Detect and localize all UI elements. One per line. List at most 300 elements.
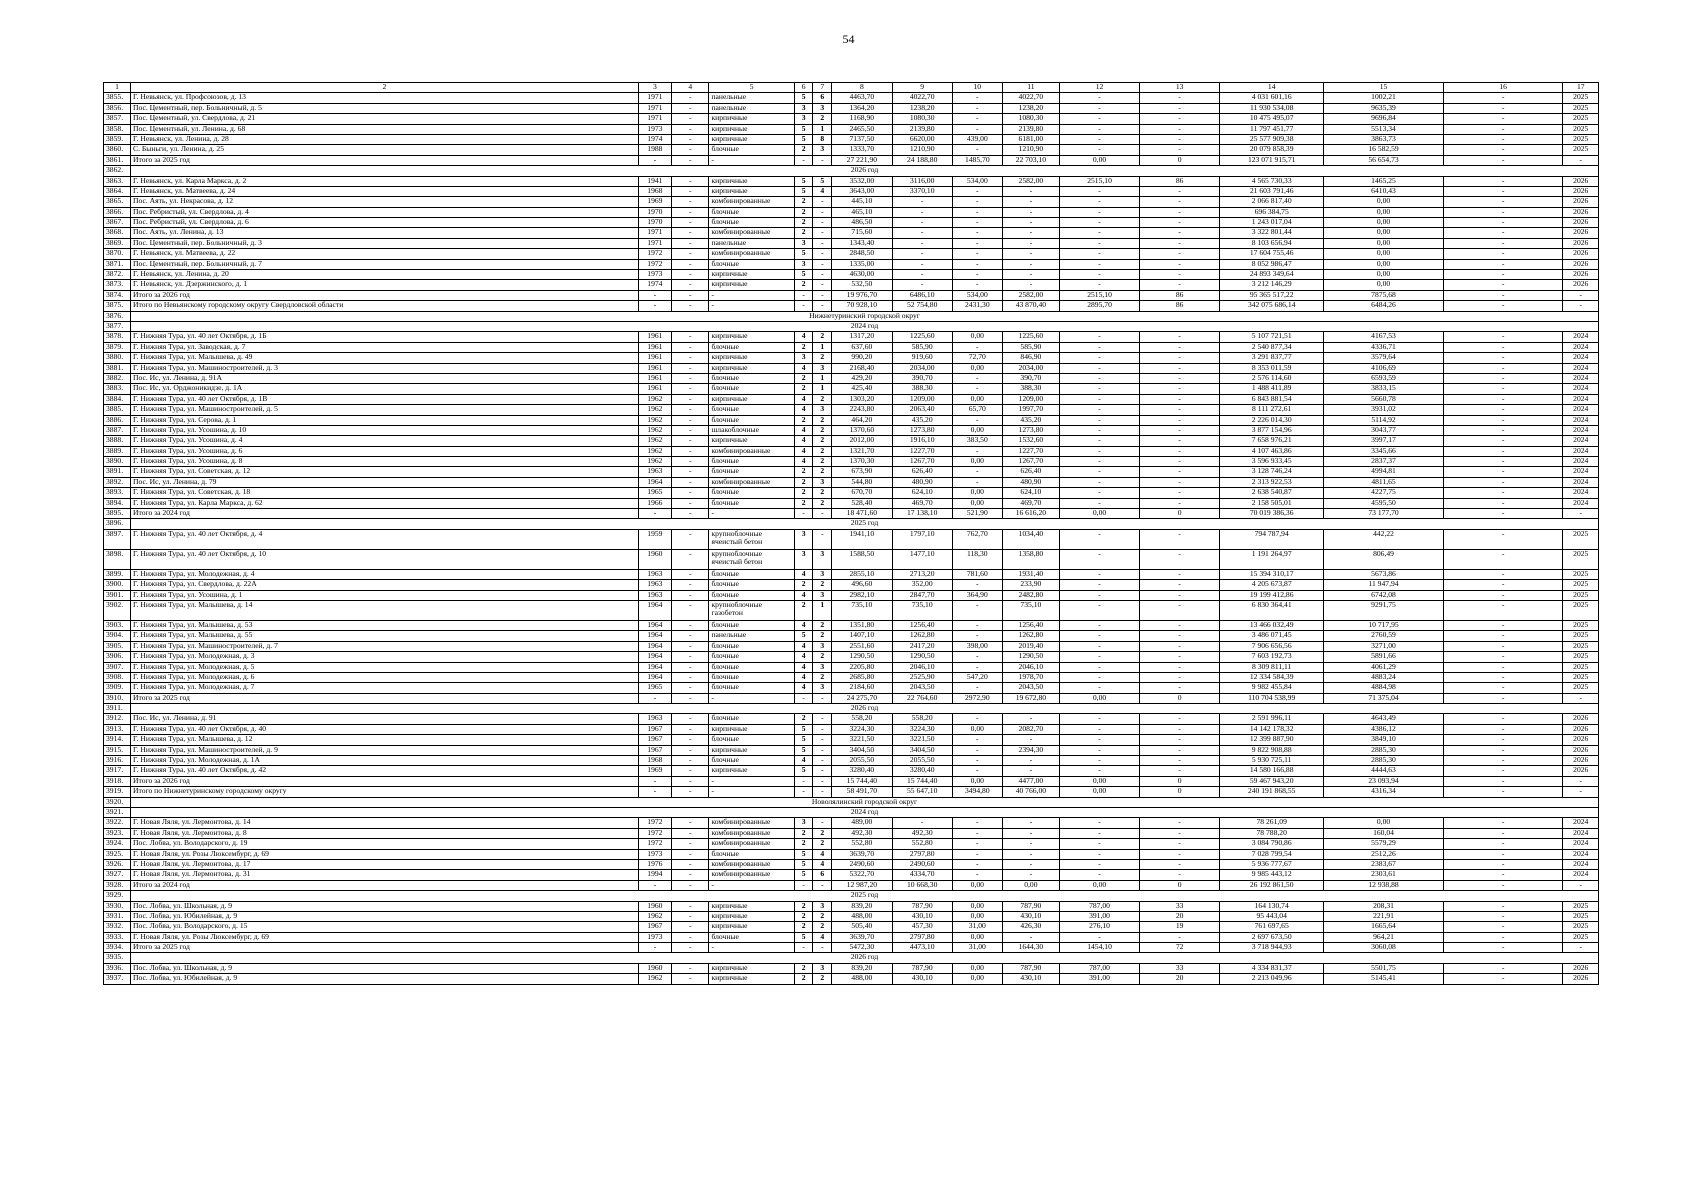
data-cell: - (1443, 134, 1563, 144)
data-cell: - (1443, 425, 1563, 435)
data-cell: 0,00 (1324, 207, 1444, 217)
data-cell: - (1140, 828, 1220, 838)
data-cell: комбинированные (709, 249, 794, 259)
data-cell: 1225,60 (892, 332, 952, 342)
data-cell: - (1059, 207, 1139, 217)
data-cell: 240 191 868,55 (1220, 787, 1324, 797)
data-cell: 2848,50 (832, 249, 892, 259)
data-cell: 990,20 (832, 353, 892, 363)
data-cell: - (1443, 446, 1563, 456)
data-cell: 469,70 (1002, 498, 1059, 508)
data-cell: комбинированные (709, 839, 794, 849)
data-cell: 6 (813, 93, 832, 103)
data-cell: 2847,70 (892, 590, 952, 600)
data-cell: 8 103 656,94 (1220, 238, 1324, 248)
data-cell: 762,70 (952, 529, 1002, 549)
data-cell: - (1443, 467, 1563, 477)
data-cell: - (672, 384, 709, 394)
data-cell: - (709, 776, 794, 786)
data-cell: - (1563, 693, 1599, 703)
data-cell: 2026 (1563, 228, 1599, 238)
header-row (104, 83, 1599, 93)
data-cell: 3404,50 (832, 745, 892, 755)
data-cell: 6593,59 (1324, 373, 1444, 383)
data-cell: - (952, 870, 1002, 880)
data-cell: 3271,00 (1324, 641, 1444, 651)
data-cell: блочные (709, 384, 794, 394)
table-row (104, 103, 1599, 113)
row-number: 3856. (104, 103, 131, 113)
data-cell: - (952, 238, 1002, 248)
row-number: 3857. (104, 114, 131, 124)
data-cell: 425,40 (832, 384, 892, 394)
data-cell: 0,00 (952, 901, 1002, 911)
data-cell: - (672, 197, 709, 207)
data-cell: 2 (813, 672, 832, 682)
data-cell: 2046,10 (892, 662, 952, 672)
data-cell: - (1443, 197, 1563, 207)
row-number: 3900. (104, 580, 131, 590)
data-cell: - (952, 839, 1002, 849)
data-cell: 8 052 986,47 (1220, 259, 1324, 269)
table-row (104, 394, 1599, 404)
data-cell: 2 697 673,50 (1220, 932, 1324, 942)
data-cell: - (1443, 880, 1563, 890)
data-cell: 465,10 (832, 207, 892, 217)
data-cell: - (1443, 859, 1563, 869)
data-cell: - (1140, 756, 1220, 766)
data-cell: 430,10 (892, 974, 952, 984)
data-cell: - (813, 197, 832, 207)
data-cell: 2 (794, 197, 813, 207)
data-cell: 2 (813, 394, 832, 404)
data-cell: - (1140, 818, 1220, 828)
data-cell: 58 491,70 (832, 787, 892, 797)
data-cell: 496,60 (832, 580, 892, 590)
table-row (104, 590, 1599, 600)
table-row (104, 488, 1599, 498)
data-cell: 2025 (1563, 580, 1599, 590)
table-row (104, 891, 1599, 901)
data-cell: - (1563, 787, 1599, 797)
data-cell: 2024 (1563, 467, 1599, 477)
row-number: 3883. (104, 384, 131, 394)
data-cell: блочные (709, 932, 794, 942)
data-cell: 1969 (638, 197, 671, 207)
data-cell: 1965 (638, 683, 671, 693)
data-cell: - (709, 290, 794, 300)
data-cell: блочные (709, 259, 794, 269)
data-cell: 14 142 178,32 (1220, 724, 1324, 734)
data-cell: 352,00 (892, 580, 952, 590)
data-cell: 4 (813, 932, 832, 942)
table-row (104, 342, 1599, 352)
data-cell: - (1059, 756, 1139, 766)
data-cell: 0 (1140, 776, 1220, 786)
row-number: 3908. (104, 672, 131, 682)
data-cell: - (672, 549, 709, 569)
data-cell: - (1002, 714, 1059, 724)
data-cell: - (1443, 839, 1563, 849)
address-cell: Пос. Ис, ул. Ленина, д. 79 (131, 477, 639, 487)
data-cell: 787,90 (1002, 901, 1059, 911)
data-cell: 26 192 861,50 (1220, 880, 1324, 890)
data-cell: 2024 (1563, 436, 1599, 446)
data-cell: - (1443, 218, 1563, 228)
data-cell: - (952, 620, 1002, 630)
data-cell: 3280,40 (832, 766, 892, 776)
data-cell: - (1140, 394, 1220, 404)
data-cell: - (1140, 529, 1220, 549)
data-cell: - (1059, 103, 1139, 113)
data-cell: - (1140, 373, 1220, 383)
data-cell: - (1140, 218, 1220, 228)
row-number: 3919. (104, 787, 131, 797)
data-cell: - (1002, 828, 1059, 838)
data-cell: 1343,40 (832, 238, 892, 248)
data-cell: 5673,86 (1324, 569, 1444, 579)
data-cell: - (1443, 332, 1563, 342)
data-cell: - (672, 756, 709, 766)
data-cell: - (952, 249, 1002, 259)
data-cell: 806,49 (1324, 549, 1444, 569)
data-cell: 4883,24 (1324, 672, 1444, 682)
data-cell: 2243,80 (832, 405, 892, 415)
data-cell: - (1002, 238, 1059, 248)
data-cell: 3 (794, 259, 813, 269)
data-cell: 2024 (1563, 870, 1599, 880)
data-cell: 3532,00 (832, 176, 892, 186)
data-cell: - (1140, 600, 1220, 620)
data-cell: 787,00 (1059, 901, 1139, 911)
data-cell: - (1443, 176, 1563, 186)
data-cell: 0,00 (952, 932, 1002, 942)
data-cell: - (1140, 631, 1220, 641)
data-cell: - (672, 207, 709, 217)
data-cell: - (952, 124, 1002, 134)
data-cell: 3643,00 (832, 186, 892, 196)
data-cell: 1273,80 (892, 425, 952, 435)
address-cell: Г. Нижняя Тура, ул. Машиностроителей, д. 9 (131, 745, 639, 755)
data-cell: 4477,00 (1002, 776, 1059, 786)
data-cell: 3 718 944,93 (1220, 943, 1324, 953)
address-cell: Пос. Цементный, ул. Свердлова, д. 21 (131, 114, 639, 124)
data-cell: - (1443, 672, 1563, 682)
data-cell: 11 947,94 (1324, 580, 1444, 590)
data-cell: - (1443, 155, 1563, 165)
data-cell: 2025 (1563, 103, 1599, 113)
data-cell: 11 930 534,08 (1220, 103, 1324, 113)
data-cell: - (952, 415, 1002, 425)
data-cell: 2024 (1563, 849, 1599, 859)
data-cell: - (709, 155, 794, 165)
data-cell: - (952, 114, 1002, 124)
address-cell: Г. Нижняя Тура, ул. Карла Маркса, д. 62 (131, 498, 639, 508)
row-number: 3866. (104, 207, 131, 217)
table-row (104, 911, 1599, 921)
data-cell: 2 (813, 332, 832, 342)
data-cell: - (1140, 580, 1220, 590)
data-cell: 6742,08 (1324, 590, 1444, 600)
data-cell: 2012,00 (832, 436, 892, 446)
data-cell: 2026 (1563, 724, 1599, 734)
data-cell: 3 (794, 103, 813, 113)
data-cell: 1080,30 (892, 114, 952, 124)
data-cell: - (1002, 766, 1059, 776)
data-cell: 9696,84 (1324, 114, 1444, 124)
data-cell: 1225,60 (1002, 332, 1059, 342)
table-row (104, 662, 1599, 672)
data-cell: 1961 (638, 363, 671, 373)
data-cell: 390,70 (1002, 373, 1059, 383)
data-cell: 65,70 (952, 405, 1002, 415)
data-cell: - (1059, 249, 1139, 259)
data-cell: 5513,34 (1324, 124, 1444, 134)
data-cell: блочные (709, 652, 794, 662)
row-number: 3902. (104, 600, 131, 620)
row-number: 3880. (104, 353, 131, 363)
data-cell: 2 (813, 828, 832, 838)
data-cell: - (1059, 363, 1139, 373)
data-cell: - (1443, 580, 1563, 590)
data-cell: - (1563, 155, 1599, 165)
data-cell: - (1443, 405, 1563, 415)
data-cell: 1963 (638, 569, 671, 579)
data-cell: 0,00 (1002, 880, 1059, 890)
data-cell: 1960 (638, 549, 671, 569)
data-cell: 95 365 517,22 (1220, 290, 1324, 300)
data-cell: 2 (813, 488, 832, 498)
data-cell: 1968 (638, 756, 671, 766)
data-cell: 4994,81 (1324, 467, 1444, 477)
address-cell: Г. Нижняя Тура, ул. Усошина, д. 10 (131, 425, 639, 435)
data-cell: 1080,30 (1002, 114, 1059, 124)
data-cell: 457,30 (892, 922, 952, 932)
data-cell: - (1443, 228, 1563, 238)
data-cell: 5 (794, 735, 813, 745)
address-cell: Г. Нижняя Тура, ул. Серова, д. 1 (131, 415, 639, 425)
data-cell: 391,00 (1059, 974, 1139, 984)
data-cell: - (672, 529, 709, 549)
table-row (104, 569, 1599, 579)
table-row (104, 745, 1599, 755)
data-cell: 2026 (1563, 249, 1599, 259)
table-row (104, 943, 1599, 953)
data-cell: 846,90 (1002, 353, 1059, 363)
data-cell: - (813, 693, 832, 703)
data-cell: 1962 (638, 405, 671, 415)
data-cell: кирпичные (709, 766, 794, 776)
data-cell: 24 188,80 (892, 155, 952, 165)
data-cell: - (1002, 249, 1059, 259)
data-cell: 1963 (638, 714, 671, 724)
data-cell: 208,31 (1324, 901, 1444, 911)
address-cell: Г. Нижняя Тура, ул. Заводская, д. 7 (131, 342, 639, 352)
data-cell: - (1140, 446, 1220, 456)
data-cell: - (672, 145, 709, 155)
data-cell: - (1443, 415, 1563, 425)
data-cell: 1961 (638, 332, 671, 342)
data-cell: 735,10 (1002, 600, 1059, 620)
data-cell: 3 128 746,24 (1220, 467, 1324, 477)
data-cell: - (1059, 228, 1139, 238)
data-cell: 2024 (1563, 342, 1599, 352)
data-cell: 16 616,20 (1002, 509, 1059, 519)
data-cell: - (1443, 652, 1563, 662)
data-cell: 0,00 (1324, 280, 1444, 290)
data-cell: 2 576 114,60 (1220, 373, 1324, 383)
data-cell: - (813, 301, 832, 311)
data-cell: 2026 (1563, 270, 1599, 280)
data-cell: 4 (794, 569, 813, 579)
data-cell: 0,00 (952, 457, 1002, 467)
data-cell: - (1140, 134, 1220, 144)
data-cell: - (1059, 735, 1139, 745)
data-cell: - (1059, 415, 1139, 425)
data-cell: 4106,69 (1324, 363, 1444, 373)
row-number: 3861. (104, 155, 131, 165)
data-cell: - (672, 662, 709, 672)
data-cell: 6620,00 (892, 134, 952, 144)
row-number: 3873. (104, 280, 131, 290)
data-cell: 430,10 (892, 911, 952, 921)
data-cell: 86 (1140, 301, 1220, 311)
data-cell: комбинированные (709, 818, 794, 828)
data-cell: 2024 (1563, 859, 1599, 869)
data-cell: 164 130,74 (1220, 901, 1324, 911)
data-cell: 2025 (1563, 134, 1599, 144)
section-heading: Нижнетуринский городской округ (131, 311, 1599, 321)
data-cell: кирпичные (709, 963, 794, 973)
data-cell: 4 031 601,16 (1220, 93, 1324, 103)
data-cell: - (672, 787, 709, 797)
table-row (104, 580, 1599, 590)
data-cell: блочные (709, 683, 794, 693)
data-cell: 9 982 455,84 (1220, 683, 1324, 693)
data-cell: 1941,10 (832, 529, 892, 549)
row-number: 3877. (104, 321, 131, 331)
data-cell: 2024 (1563, 332, 1599, 342)
data-cell: 1335,00 (832, 259, 892, 269)
data-cell: - (1140, 620, 1220, 630)
row-number: 3925. (104, 849, 131, 859)
data-cell: 0,00 (952, 880, 1002, 890)
data-cell: 2 (794, 600, 813, 620)
data-cell: - (1140, 186, 1220, 196)
data-cell: - (952, 631, 1002, 641)
data-cell: 8 (813, 134, 832, 144)
data-cell: 2025 (1563, 93, 1599, 103)
table-row (104, 477, 1599, 487)
data-cell: 488,00 (832, 911, 892, 921)
data-cell: 4811,65 (1324, 477, 1444, 487)
data-cell: 342 075 686,14 (1220, 301, 1324, 311)
row-number: 3897. (104, 529, 131, 549)
data-cell: кирпичные (709, 911, 794, 921)
data-cell: 4643,49 (1324, 714, 1444, 724)
row-number: 3937. (104, 974, 131, 984)
data-cell: 20 079 858,39 (1220, 145, 1324, 155)
data-cell: - (672, 974, 709, 984)
header-cell: 14 (1220, 83, 1324, 93)
data-cell: 4595,50 (1324, 498, 1444, 508)
data-cell: 4 (794, 683, 813, 693)
address-cell: Пос. Ис, ул. Ленина, д. 91А (131, 373, 639, 383)
data-cell: - (1443, 870, 1563, 880)
data-cell: 2 (813, 498, 832, 508)
row-number: 3929. (104, 891, 131, 901)
data-cell: - (672, 735, 709, 745)
data-cell: 0 (1140, 693, 1220, 703)
data-cell: - (1059, 590, 1139, 600)
data-cell: - (672, 342, 709, 352)
data-cell: 3043,77 (1324, 425, 1444, 435)
address-cell: Г. Нижняя Тура, ул. Малышева, д. 12 (131, 735, 639, 745)
data-cell: 9291,75 (1324, 600, 1444, 620)
data-cell: 673,90 (832, 467, 892, 477)
data-cell: 5 (794, 766, 813, 776)
data-cell: 5 936 777,67 (1220, 859, 1324, 869)
data-cell: 3060,08 (1324, 943, 1444, 953)
data-cell: 4630,00 (832, 270, 892, 280)
address-cell: Итого за 2026 год (131, 290, 639, 300)
data-cell: 2055,50 (892, 756, 952, 766)
data-cell: - (952, 849, 1002, 859)
data-cell: 2465,50 (832, 124, 892, 134)
data-cell: 1962 (638, 446, 671, 456)
data-cell: 4 (794, 641, 813, 651)
data-cell: - (952, 683, 1002, 693)
data-cell: 2 (794, 467, 813, 477)
table-row (104, 249, 1599, 259)
data-cell: 1262,80 (892, 631, 952, 641)
data-cell: 22 703,10 (1002, 155, 1059, 165)
data-cell: 1964 (638, 600, 671, 620)
data-cell: кирпичные (709, 922, 794, 932)
data-cell: 10 475 495,07 (1220, 114, 1324, 124)
data-cell: - (1140, 467, 1220, 477)
data-cell: крупноблочные газобетон (709, 600, 794, 620)
table-row (104, 683, 1599, 693)
data-cell: - (672, 436, 709, 446)
data-cell: - (1059, 353, 1139, 363)
data-cell: - (813, 259, 832, 269)
data-cell: - (672, 818, 709, 828)
data-cell: 0,00 (952, 425, 1002, 435)
data-cell: 3 486 071,45 (1220, 631, 1324, 641)
data-cell: - (1002, 756, 1059, 766)
data-cell: 4473,10 (892, 943, 952, 953)
data-cell: 2685,80 (832, 672, 892, 682)
data-cell: 5891,66 (1324, 652, 1444, 662)
data-cell: 2168,40 (832, 363, 892, 373)
data-cell: - (1140, 363, 1220, 373)
data-cell: - (672, 238, 709, 248)
row-number: 3928. (104, 880, 131, 890)
header-cell: 3 (638, 83, 671, 93)
data-cell: 72 (1140, 943, 1220, 953)
data-cell: 11 797 451,77 (1220, 124, 1324, 134)
data-cell: 5 (794, 124, 813, 134)
data-cell: блочные (709, 580, 794, 590)
data-cell: 383,50 (952, 436, 1002, 446)
data-cell: 52 754,80 (892, 301, 952, 311)
data-cell: 59 467 943,20 (1220, 776, 1324, 786)
data-cell: 435,20 (892, 415, 952, 425)
data-cell: 20 (1140, 911, 1220, 921)
data-cell: - (952, 714, 1002, 724)
row-number: 3876. (104, 311, 131, 321)
